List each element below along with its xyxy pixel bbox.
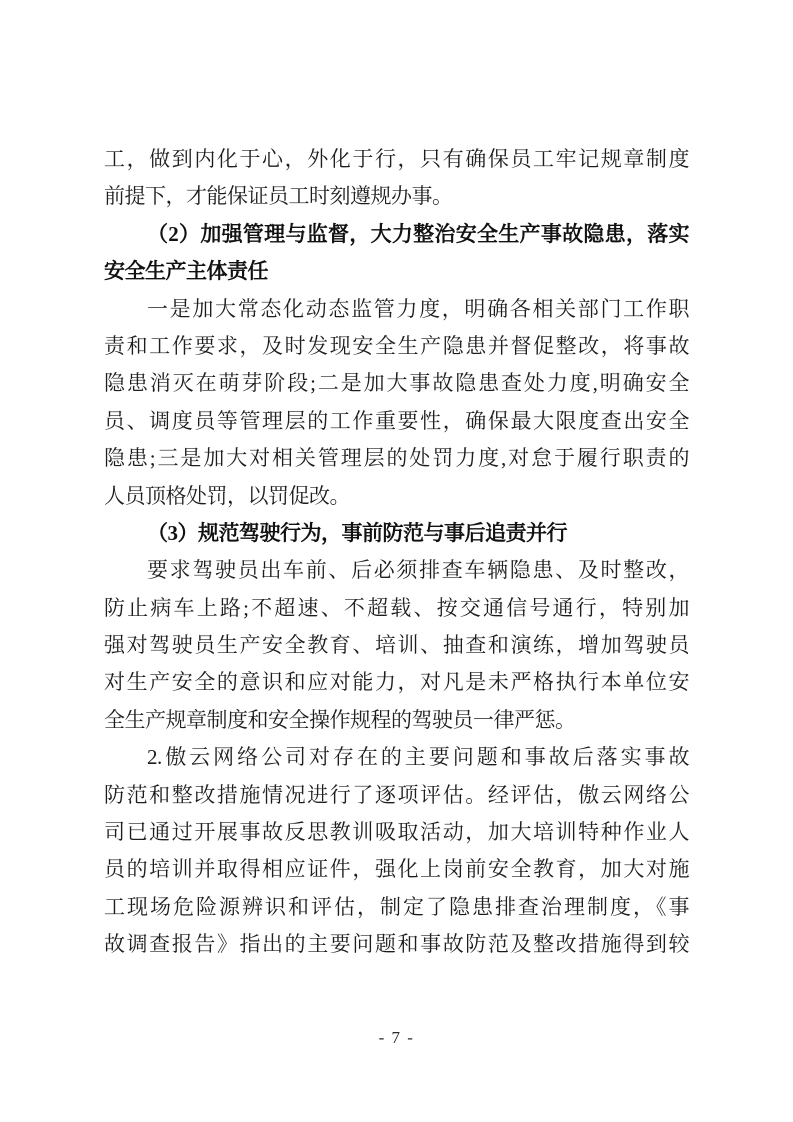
body-line: 责和工作要求，及时发现安全生产隐患并督促整改，将事故 bbox=[104, 333, 689, 358]
body-line: 防范和整改措施情况进行了逐项评估。经评估，傲云网络公 bbox=[104, 782, 689, 807]
document-body bbox=[104, 141, 689, 964]
body-line: 员、调度员等管理层的工作重要性，确保最大限度查出安全 bbox=[104, 408, 689, 433]
body-line: 前提下，才能保证员工时刻遵规办事。 bbox=[104, 184, 453, 209]
body-line: 隐患;三是加大对相关管理层的处罚力度,对怠于履行职责的 bbox=[104, 446, 689, 471]
body-line: 员的培训并取得相应证件，强化上岗前安全教育，加大对施 bbox=[104, 857, 689, 882]
body-line: 全生产规章制度和安全操作规程的驾驶员一律严惩。 bbox=[104, 707, 576, 732]
body-line: 司已通过开展事故反思教训吸取活动，加大培训特种作业人 bbox=[104, 820, 689, 845]
body-line: 一是加大常态化动态监管力度，明确各相关部门工作职 bbox=[147, 296, 689, 321]
body-line: 工现场危险源辨识和评估，制定了隐患排查治理制度，《事 bbox=[104, 894, 689, 919]
body-line: 隐患消灭在萌芽阶段;二是加大事故隐患查处力度,明确安全 bbox=[104, 371, 689, 396]
body-line: 强对驾驶员生产安全教育、培训、抽查和演练，增加驾驶员 bbox=[104, 633, 689, 658]
body-line: 防止病车上路;不超速、不超载、按交通信号通行，特别加 bbox=[104, 595, 689, 620]
heading-line: 安全生产主体责任 bbox=[104, 259, 268, 284]
page-footer bbox=[0, 1028, 793, 1048]
body-line: 要求驾驶员出车前、后必须排查车辆隐患、及时整改， bbox=[147, 558, 689, 583]
body-line: 故调查报告》指出的主要问题和事故防范及整改措施得到较 bbox=[104, 932, 689, 957]
heading-line: （3）规范驾驶行为，事前防范与事后追责并行 bbox=[147, 520, 567, 545]
body-line: 对生产安全的意识和应对能力，对凡是未严格执行本单位安 bbox=[104, 670, 689, 695]
heading-line: （2）加强管理与监督，大力整治安全生产事故隐患，落实 bbox=[147, 221, 689, 246]
body-line: 人员顶格处罚，以罚促改。 bbox=[104, 483, 350, 508]
body-line: 2.傲云网络公司对存在的主要问题和事故后落实事故 bbox=[147, 745, 689, 770]
body-line: 工，做到内化于心，外化于行，只有确保员工牢记规章制度 bbox=[104, 147, 689, 171]
page-number: - 7 - bbox=[378, 1028, 415, 1047]
